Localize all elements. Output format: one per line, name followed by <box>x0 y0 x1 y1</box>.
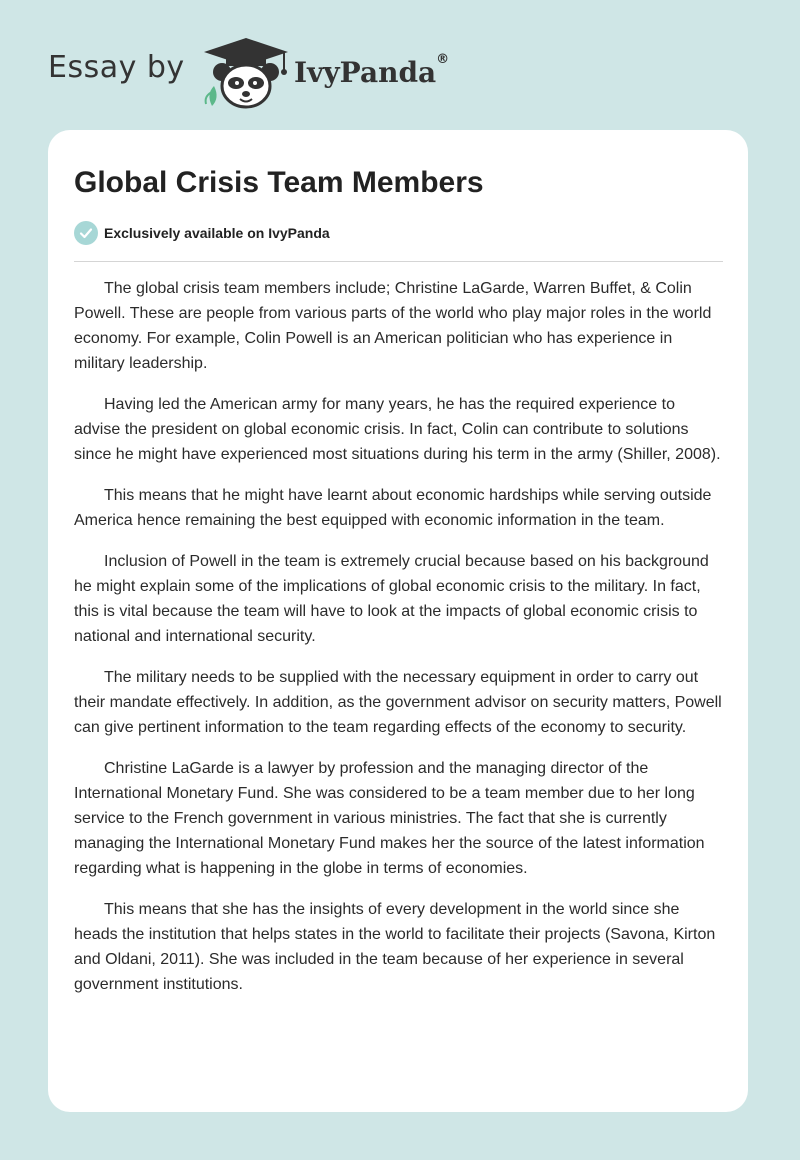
paragraph: This means that she has the insights of every development in the world since she heads the institution that helps states in the world to facilitate their projects (Savona, Kirton and Oldani, 2011). She was included in the team because of her experience in several government institutions. <box>74 901 716 993</box>
panda-logo-icon[interactable] <box>200 36 292 110</box>
paragraph: The military needs to be supplied with the necessary equipment in order to carry out their mandate effectively. In addition, as the government advisor on security matters, Powell can give pertinent information to the team regarding effects of the economy to security. <box>74 669 722 736</box>
essay-by-label: Essay by <box>48 50 185 85</box>
paragraph: Having led the American army for many years, he has the required experience to advise the president on global economic crisis. In fact, Colin can contribute to solutions since he might have experienced most situations during his term in the army (Shiller, 2008). <box>74 396 721 463</box>
brand-name[interactable] <box>294 52 450 89</box>
divider <box>74 261 723 262</box>
paragraph: This means that he might have learnt about economic hardships while serving outside America hence remaining the best equipped with economic information in the team. <box>74 487 712 529</box>
brand-text: IvyPanda <box>294 56 437 89</box>
check-icon <box>74 221 98 245</box>
registered-mark: ® <box>436 52 450 67</box>
paragraph: Christine LaGarde is a lawyer by profession and the managing director of the International Monetary Fund. She was considered to be a team member due to her long service to the French government in various ministries. The fact that she is currently managing the International Monetary Fund makes her the source of the latest information regarding what is happening in the globe in terms of economies. <box>74 760 705 877</box>
paragraph: The global crisis team members include; Christine LaGarde, Warren Buffet, & Colin Powell. These are people from various parts of the world who play major roles in the world economy. For example, Colin Powell is an American politician who has experience in military leadership. <box>74 280 712 372</box>
exclusive-badge <box>74 220 330 246</box>
site-header <box>48 36 748 116</box>
page-title: Global Crisis Team Members <box>74 166 484 199</box>
exclusive-label: Exclusively available on IvyPanda <box>104 225 330 241</box>
article-card <box>48 130 748 1112</box>
paragraph: Inclusion of Powell in the team is extremely crucial because based on his background he might explain some of the implications of global economic crisis to the military. In fact, this is vital because the team will have to look at the impacts of global economic crisis to national and international security. <box>74 553 709 645</box>
article-body <box>74 276 724 1013</box>
